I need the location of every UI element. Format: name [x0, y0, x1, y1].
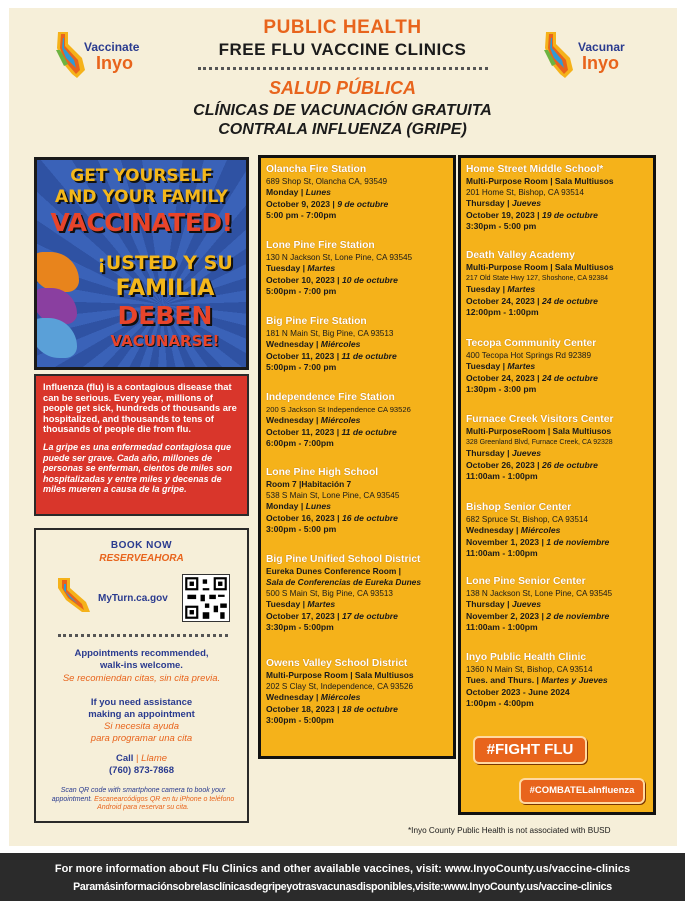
clinic-day-es: Jueves	[511, 198, 542, 208]
clinic-date-es: 24 de octubre	[541, 372, 598, 383]
clinic-date: October 18, 2023 | 18 de octubre	[266, 703, 398, 714]
clinic-entry	[466, 414, 656, 483]
clinic-name: Owens Valley School District	[266, 658, 408, 669]
clinic-name: Lone Pine Senior Center	[466, 576, 586, 587]
clinic-address: 181 N Main St, Big Pine, CA 93513	[266, 329, 394, 338]
clinic-day: Wednesday | Miércoles	[266, 415, 361, 425]
clinic-column-1	[258, 155, 456, 759]
clinic-day: Tuesday | Martes	[266, 263, 336, 273]
clinic-day: Wednesday | Miércoles	[266, 692, 361, 702]
clinic-date: October 2023 - June 2024	[466, 686, 570, 697]
clinic-day-es: Jueves	[511, 599, 542, 609]
clinic-address: 130 N Jackson St, Lone Pine, CA 93545	[266, 253, 413, 262]
clinic-room: Multi-Purpose Room | Sala Multiusos	[266, 670, 414, 680]
clinic-date-es: 16 de octubre	[341, 512, 398, 523]
clinic-day-en: Monday	[266, 501, 299, 511]
clinic-date-en: October 24, 2023	[466, 295, 535, 306]
clinic-date-es: 10 de octubre	[341, 274, 398, 285]
clinic-date-es: 9 de octubre	[337, 198, 389, 209]
clinic-name: Olancha Fire Station	[266, 164, 367, 175]
clinic-date-en: October 9, 2023	[266, 198, 331, 209]
clinic-day-en: Thursday	[466, 448, 505, 458]
clinic-entry	[466, 576, 656, 634]
clinic-date: October 16, 2023 | 16 de octubre	[266, 512, 398, 523]
clinic-entry	[266, 467, 456, 536]
clinic-date-en: October 17, 2023	[266, 610, 335, 621]
vaccinated-poster	[34, 157, 249, 370]
clinic-day-en: Wednesday	[266, 415, 314, 425]
clinic-day-es: Lunes	[305, 501, 331, 511]
clinic-address: 400 Tecopa Hot Springs Rd 92389	[466, 351, 592, 360]
clinic-date-en: November 2, 2023	[466, 610, 540, 621]
clinic-date-en: October 10, 2023	[266, 274, 335, 285]
clinic-day-es: Martes y Jueves	[541, 675, 608, 685]
clinic-date-en: October 16, 2023	[266, 512, 335, 523]
combate-influenza-badge: #COMBATELaInfluenza	[519, 778, 645, 804]
footer-info-es[interactable]: Paramásinformaciónsobrelasclínicasdegripeyotrasvacunasdisponibles,visite:www.InyoCounty.us/vaccine-clinics	[73, 881, 612, 893]
clinic-day-es: Martes	[307, 599, 336, 609]
fight-flu-badge: #FIGHT FLU	[473, 736, 587, 764]
clinic-day: Tuesday | Martes	[466, 361, 536, 371]
clinic-address: 1360 N Main St, Bishop, CA 93514	[466, 665, 593, 674]
appointments-text-es: Se recomiendan citas, sin cita previa.	[62, 673, 221, 684]
clinic-date-es: 24 de octubre	[541, 295, 598, 306]
clinic-address: 538 S Main St, Lone Pine, CA 93545	[266, 491, 400, 500]
clinic-name: Home Street Middle School*	[466, 164, 604, 175]
divider	[58, 634, 228, 637]
clinic-entry	[266, 658, 456, 727]
footer-bar	[0, 853, 685, 901]
poster-line6: DEBEN	[117, 301, 213, 330]
clinic-date: November 2, 2023 | 2 de noviembre	[466, 610, 610, 621]
clinic-time: 5:00pm - 7:00 pm	[266, 286, 337, 296]
poster-line2: AND YOUR FAMILY	[55, 187, 228, 207]
clinic-date-en: October 24, 2023	[466, 372, 535, 383]
flu-info-es: La gripe es una enfermedad contagiosa que puede ser grave. Cada año, millones de personas se enferman, cientos de miles son hospitalizadas y entre miles y decenas de miles mueren a causa de la gripe.	[43, 441, 233, 495]
clinic-day: Thursday | Jueves	[466, 198, 542, 208]
clinic-address: 689 Shop St, Olancha CA, 93549	[266, 177, 388, 186]
clinic-day-es: Miércoles	[320, 415, 361, 425]
clinic-date-en: October 11, 2023	[266, 426, 335, 437]
scan-instructions-es: Escanearcódigos QR en tu iPhone o teléfono Android para reservar su cita.	[94, 795, 235, 811]
clinic-address: 201 Home St, Bishop, CA 93514	[466, 188, 584, 197]
clinic-entry	[466, 652, 656, 710]
footer-info-en[interactable]: For more information about Flu Clinics and other available vaccines, visit: www.InyoCounty.us/vaccine-clinics	[54, 863, 631, 875]
logo-left-line1: Vaccinate	[84, 40, 140, 54]
clinic-time: 1:00pm - 4:00pm	[466, 698, 534, 708]
clinic-room: Multi-PurposeRoom | Sala Multiusos	[466, 426, 612, 436]
appointments-text: Appointments recommended,	[74, 648, 209, 659]
clinic-day-es: Miércoles	[320, 692, 361, 702]
clinic-date: October 19, 2023 | 19 de octubre	[466, 209, 598, 220]
clinic-day-en: Tues. and Thurs.	[466, 675, 535, 685]
clinic-name: Furnace Creek Visitors Center	[466, 414, 614, 425]
clinic-address: 138 N Jackson St, Lone Pine, CA 93545	[466, 589, 613, 598]
clinic-room: Room 7 |Habitación 7	[266, 479, 352, 489]
busd-note: *Inyo County Public Health is not associated with BUSD	[408, 826, 611, 835]
clinic-time: 11:00am - 1:00pm	[466, 471, 538, 481]
clinic-time: 12:00pm - 1:00pm	[466, 307, 539, 317]
book-now-box	[34, 528, 249, 823]
clinic-day: Thursday | Jueves	[466, 448, 542, 458]
clinic-time: 11:00am - 1:00pm	[466, 622, 538, 632]
clinic-name: Tecopa Community Center	[466, 338, 597, 349]
clinic-time: 3:30pm - 5:00pm	[266, 622, 334, 632]
clinic-room: Multi-Purpose Room | Sala Multiusos	[466, 176, 614, 186]
clinic-entry	[266, 554, 456, 634]
call-label-en: Call	[115, 753, 134, 764]
book-now-title-es: RESERVEAHORA	[99, 553, 184, 564]
clinic-room: Eureka Dunes Conference Room |	[266, 566, 401, 576]
assistance-text-es-1: Si necesita ayuda	[104, 721, 179, 732]
clinic-time: 5:00pm - 7:00 pm	[266, 362, 337, 372]
clinic-day-en: Wednesday	[466, 525, 514, 535]
clinic-day-es: Martes	[507, 361, 536, 371]
clinic-date: October 9, 2023 | 9 de octubre	[266, 198, 389, 209]
clinic-day-en: Monday	[266, 187, 299, 197]
clinic-address: 682 Spruce St, Bishop, CA 93514	[466, 515, 588, 524]
call-label-es: Llame	[141, 753, 168, 764]
clinic-day-en: Tuesday	[466, 284, 501, 294]
clinic-date: October 11, 2023 | 11 de octubre	[266, 350, 397, 361]
clinic-room-es: Sala de Conferencias de Eureka Dunes	[266, 577, 421, 587]
scan-instructions-en: Scan QR code with smartphone camera to book your appointment.	[51, 787, 226, 803]
clinic-entry	[266, 392, 456, 450]
clinic-column-2	[458, 155, 656, 815]
clinic-time: 1:30pm - 3:00 pm	[466, 384, 537, 394]
clinic-date-en: November 1, 2023	[466, 536, 540, 547]
clinic-date-es: 2 de noviembre	[546, 610, 610, 621]
poster-line7: VACUNARSE!	[110, 332, 220, 350]
clinic-date-en: October 18, 2023	[266, 703, 335, 714]
call-label: Call | Llame	[115, 753, 168, 764]
clinic-day: Monday | Lunes	[266, 501, 331, 511]
clinic-name: Death Valley Academy	[466, 250, 575, 261]
clinic-date-en: October 19, 2023	[466, 209, 535, 220]
clinic-day: Wednesday | Miércoles	[266, 339, 361, 349]
clinic-day-en: Tuesday	[266, 599, 301, 609]
clinic-address: 500 S Main St, Big Pine, CA 93513	[266, 589, 393, 598]
clinic-address: 328 Greenland Blvd, Furnace Creek, CA 92328	[466, 439, 613, 446]
clinic-day-en: Tuesday	[466, 361, 501, 371]
poster-line4: ¡USTED Y SU	[97, 252, 233, 274]
logo-left-line2: Inyo	[96, 53, 134, 73]
clinic-day-es: Jueves	[511, 448, 542, 458]
clinic-entry	[266, 316, 456, 374]
clinic-day-en: Wednesday	[266, 692, 314, 702]
clinic-date-es: 18 de octubre	[341, 703, 398, 714]
book-now-title: BOOK NOW	[110, 540, 173, 551]
assistance-text-2: making an appointment	[88, 709, 195, 720]
logo-right-line1: Vacunar	[578, 40, 625, 54]
clinic-entry	[266, 240, 456, 298]
clinic-date-es: 19 de octubre	[541, 209, 598, 220]
flu-info-en: Influenza (flu) is a contagious disease that can be serious. Every year, millions of people get sick, hundreds of thousands are hospitalized, and thousands to tens of thousands of people die from flu.	[43, 381, 237, 435]
clinic-name: Inyo Public Health Clinic	[466, 652, 587, 663]
clinic-date-en: October 11, 2023	[266, 350, 335, 361]
clinic-entry	[466, 338, 656, 396]
clinic-date-es: 26 de octubre	[541, 459, 598, 470]
title-salud-publica: SALUD PÚBLICA	[269, 78, 416, 98]
clinic-address: 217 Old State Hwy 127, Shoshone, CA 92384	[466, 275, 609, 282]
clinic-entry	[266, 164, 456, 222]
clinic-room: Multi-Purpose Room | Sala Multiusos	[466, 262, 614, 272]
clinic-address: 202 S Clay St, Independence, CA 93526	[266, 682, 414, 691]
clinic-date: October 26, 2023 | 26 de octubre	[466, 459, 598, 470]
title-public-health: PUBLIC HEALTH	[263, 17, 422, 38]
clinic-day-es: Miércoles	[320, 339, 361, 349]
qr-code-icon[interactable]	[182, 574, 230, 622]
clinic-day-es: Lunes	[305, 187, 331, 197]
clinic-date-es: 17 de octubre	[341, 610, 398, 621]
divider	[198, 67, 488, 70]
title-clinicas: CLÍNICAS DE VACUNACIÓN GRATUITA	[193, 102, 492, 119]
clinic-address: 200 S Jackson St Independence CA 93526	[266, 405, 411, 414]
poster-line3: VACCINATED!	[50, 208, 233, 237]
clinic-day-es: Miércoles	[520, 525, 561, 535]
clinic-day: Thursday | Jueves	[466, 599, 542, 609]
phone-number[interactable]: (760) 873-7868	[109, 765, 174, 776]
scan-instructions	[50, 787, 236, 813]
clinic-name: Lone Pine Fire Station	[266, 240, 375, 251]
clinic-date-es: 1 de noviembre	[546, 536, 610, 547]
clinic-day-es: Martes	[307, 263, 336, 273]
flu-info-box	[34, 374, 249, 516]
clinic-entry	[466, 502, 656, 560]
clinic-day: Wednesday | Miércoles	[466, 525, 561, 535]
myturn-link[interactable]: MyTurn.ca.gov	[98, 593, 168, 604]
clinic-day: Tuesday | Martes	[266, 599, 336, 609]
walkins-text: walk-ins welcome.	[100, 660, 183, 671]
clinic-date-en: October 26, 2023	[466, 459, 535, 470]
clinic-name: Bishop Senior Center	[466, 502, 572, 513]
clinic-name: Independence Fire Station	[266, 392, 395, 403]
clinic-time: 5:00 pm - 7:00pm	[266, 210, 337, 220]
clinic-day-en: Thursday	[466, 198, 505, 208]
logo-right-line2: Inyo	[582, 53, 620, 73]
clinic-date: November 1, 2023 | 1 de noviembre	[466, 536, 610, 547]
clinic-date: October 10, 2023 | 10 de octubre	[266, 274, 398, 285]
clinic-date: October 17, 2023 | 17 de octubre	[266, 610, 398, 621]
assistance-text-es-2: para programar una cita	[90, 733, 193, 744]
title-flu-clinics: FREE FLU VACCINE CLINICS	[218, 40, 467, 59]
clinic-day-en: Tuesday	[266, 263, 301, 273]
clinic-name: Big Pine Unified School District	[266, 554, 421, 565]
clinic-date-es: 11 de octubre	[341, 350, 397, 361]
clinic-day: Monday | Lunes	[266, 187, 331, 197]
clinic-time: 3:30pm - 5:00 pm	[466, 221, 537, 231]
assistance-text-1: If you need assistance	[90, 697, 193, 708]
clinic-day: Tuesday | Martes	[466, 284, 536, 294]
clinic-time: 6:00pm - 7:00pm	[266, 438, 334, 448]
clinic-time: 3:00pm - 5:00pm	[266, 715, 334, 725]
clinic-name: Big Pine Fire Station	[266, 316, 367, 327]
clinic-date: October 24, 2023 | 24 de octubre	[466, 372, 598, 383]
poster-line5: FAMILIA	[115, 276, 215, 301]
title-contra-influenza: CONTRALA INFLUENZA (GRIPE)	[218, 121, 467, 138]
clinic-date-es: 11 de octubre	[341, 426, 397, 437]
myturn-logo-icon	[54, 574, 98, 616]
clinic-day-en: Thursday	[466, 599, 505, 609]
clinic-date: October 24, 2023 | 24 de octubre	[466, 295, 598, 306]
clinic-entry	[466, 164, 656, 233]
clinic-date: October 11, 2023 | 11 de octubre	[266, 426, 397, 437]
clinic-time: 3:00pm - 5:00 pm	[266, 524, 337, 534]
clinic-day-es: Martes	[507, 284, 536, 294]
poster-line1: GET YOURSELF	[70, 166, 213, 186]
clinic-entry	[466, 250, 656, 319]
clinic-day: Tues. and Thurs. | Martes y Jueves	[466, 675, 608, 685]
clinic-name: Lone Pine High School	[266, 467, 379, 478]
clinic-day-en: Wednesday	[266, 339, 314, 349]
clinic-time: 11:00am - 1:00pm	[466, 548, 538, 558]
